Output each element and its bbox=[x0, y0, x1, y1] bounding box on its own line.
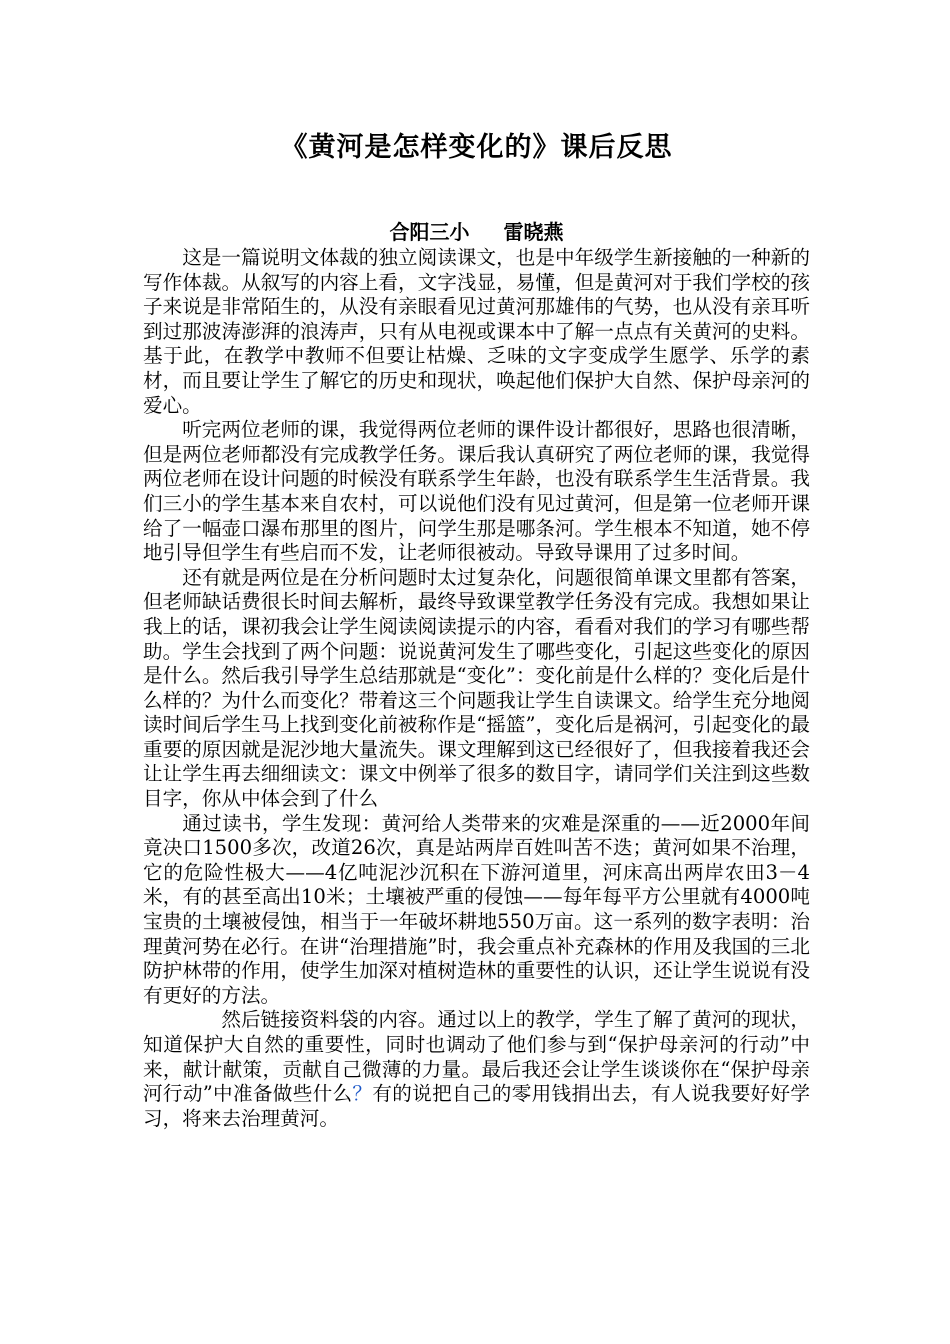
document-title: 《黄河是怎样变化的》课后反思 bbox=[280, 132, 673, 163]
document-body bbox=[143, 246, 810, 1131]
author-name: 雷晓燕 bbox=[503, 220, 564, 244]
paragraph-1: 这是一篇说明文体裁的独立阅读课文，也是中年级学生新接触的一种新的写作体裁。从叙写的内容上看，文字浅显，易懂，但是黄河对于我们学校的孩子来说是非常陌生的，从没有亲眼看见过黄河那雄伟的气势，也从没有亲耳听到过那波涛澎湃的浪涛声，只有从电视或课本中了解一点点有关黄河的史料。基于此，在教学中教师不但要让枯燥、乏味的文字变成学生愿学、乐学的素材，而且要让学生了解它的历史和现状，唤起他们保护大自然、保护母亲河的爱心。 bbox=[143, 246, 810, 417]
question-mark: ？ bbox=[352, 1082, 373, 1106]
school-name: 合阳三小 bbox=[389, 220, 470, 244]
paragraph-5-text-b: 有的说把自己的零用钱捐出去，有人说我要好好学习，将来去治理黄河。 bbox=[143, 1082, 811, 1130]
paragraph-2: 听完两位老师的课，我觉得两位老师的课件设计都很好，思路也很清晰，但是两位老师都没有完成教学任务。课后我认真研究了两位老师的课，我觉得两位老师在设计问题的时候没有联系学生年龄，也没有联系学生生活背景。我们三小的学生基本来自农村，可以说他们没有见过黄河，但是第一位老师开课给了一幅壶口瀑布那里的图片，问学生那是哪条河。学生根本不知道，她不停地引导但学生有些启而不发，让老师很被动。导致导课用了过多时间。 bbox=[143, 418, 810, 565]
byline bbox=[143, 218, 810, 246]
paragraph-4: 通过读书，学生发现：黄河给人类带来的灾难是深重的——近2000年间竟决口1500多次，改道26次，真是站两岸百姓叫苦不迭；黄河如果不治理，它的危险性极大——4亿吨泥沙沉积在下游河道里，河床高出两岸农田3－4米，有的甚至高出10米；土壤被严重的侵蚀——每年每平方公里就有4000吨宝贵的土壤被侵蚀，相当于一年破坏耕地550万亩。这一系列的数字表明：治理黄河势在必行。在讲“治理措施”时，我会重点补充森林的作用及我国的三北防护林带的作用，使学生加深对植树造林的重要性的认识，还让学生说说有没有更好的方法。 bbox=[143, 811, 810, 1007]
paragraph-5-text-a: 然后链接资料袋的内容。通过以上的教学，学生了解了黄河的现状，知道保护大自然的重要性，同时也调动了他们参与到“保护母亲河的行动”中来，献计献策，贡献自己微薄的力量。最后我还会让学生谈谈你在“保护母亲河行动”中准备做些什么 bbox=[143, 1008, 810, 1106]
paragraph-5 bbox=[143, 1008, 810, 1131]
paragraph-3: 还有就是两位是在分析问题时太过复杂化，问题很简单课文里都有答案，但老师缺话费很长时间去解析，最终导致课堂教学任务没有完成。我想如果让我上的话，课初我会让学生阅读阅读提示的内容，看看对我们的学习有哪些帮助。学生会找到了两个问题：说说黄河发生了哪些变化，引起这些变化的原因是什么。然后我引导学生总结那就是“变化”：变化前是什么样的？变化后是什么样的？为什么而变化？带着这三个问题我让学生自读课文。给学生充分地阅读时间后学生马上找到变化前被称作是“摇篮”，变化后是祸河，引起变化的最重要的原因就是泥沙地大量流失。课文理解到这已经很好了，但我接着我还会让让学生再去细细读文：课文中例举了很多的数目字，请同学们关注到这些数目字，你从中体会到了什么 bbox=[143, 565, 810, 811]
